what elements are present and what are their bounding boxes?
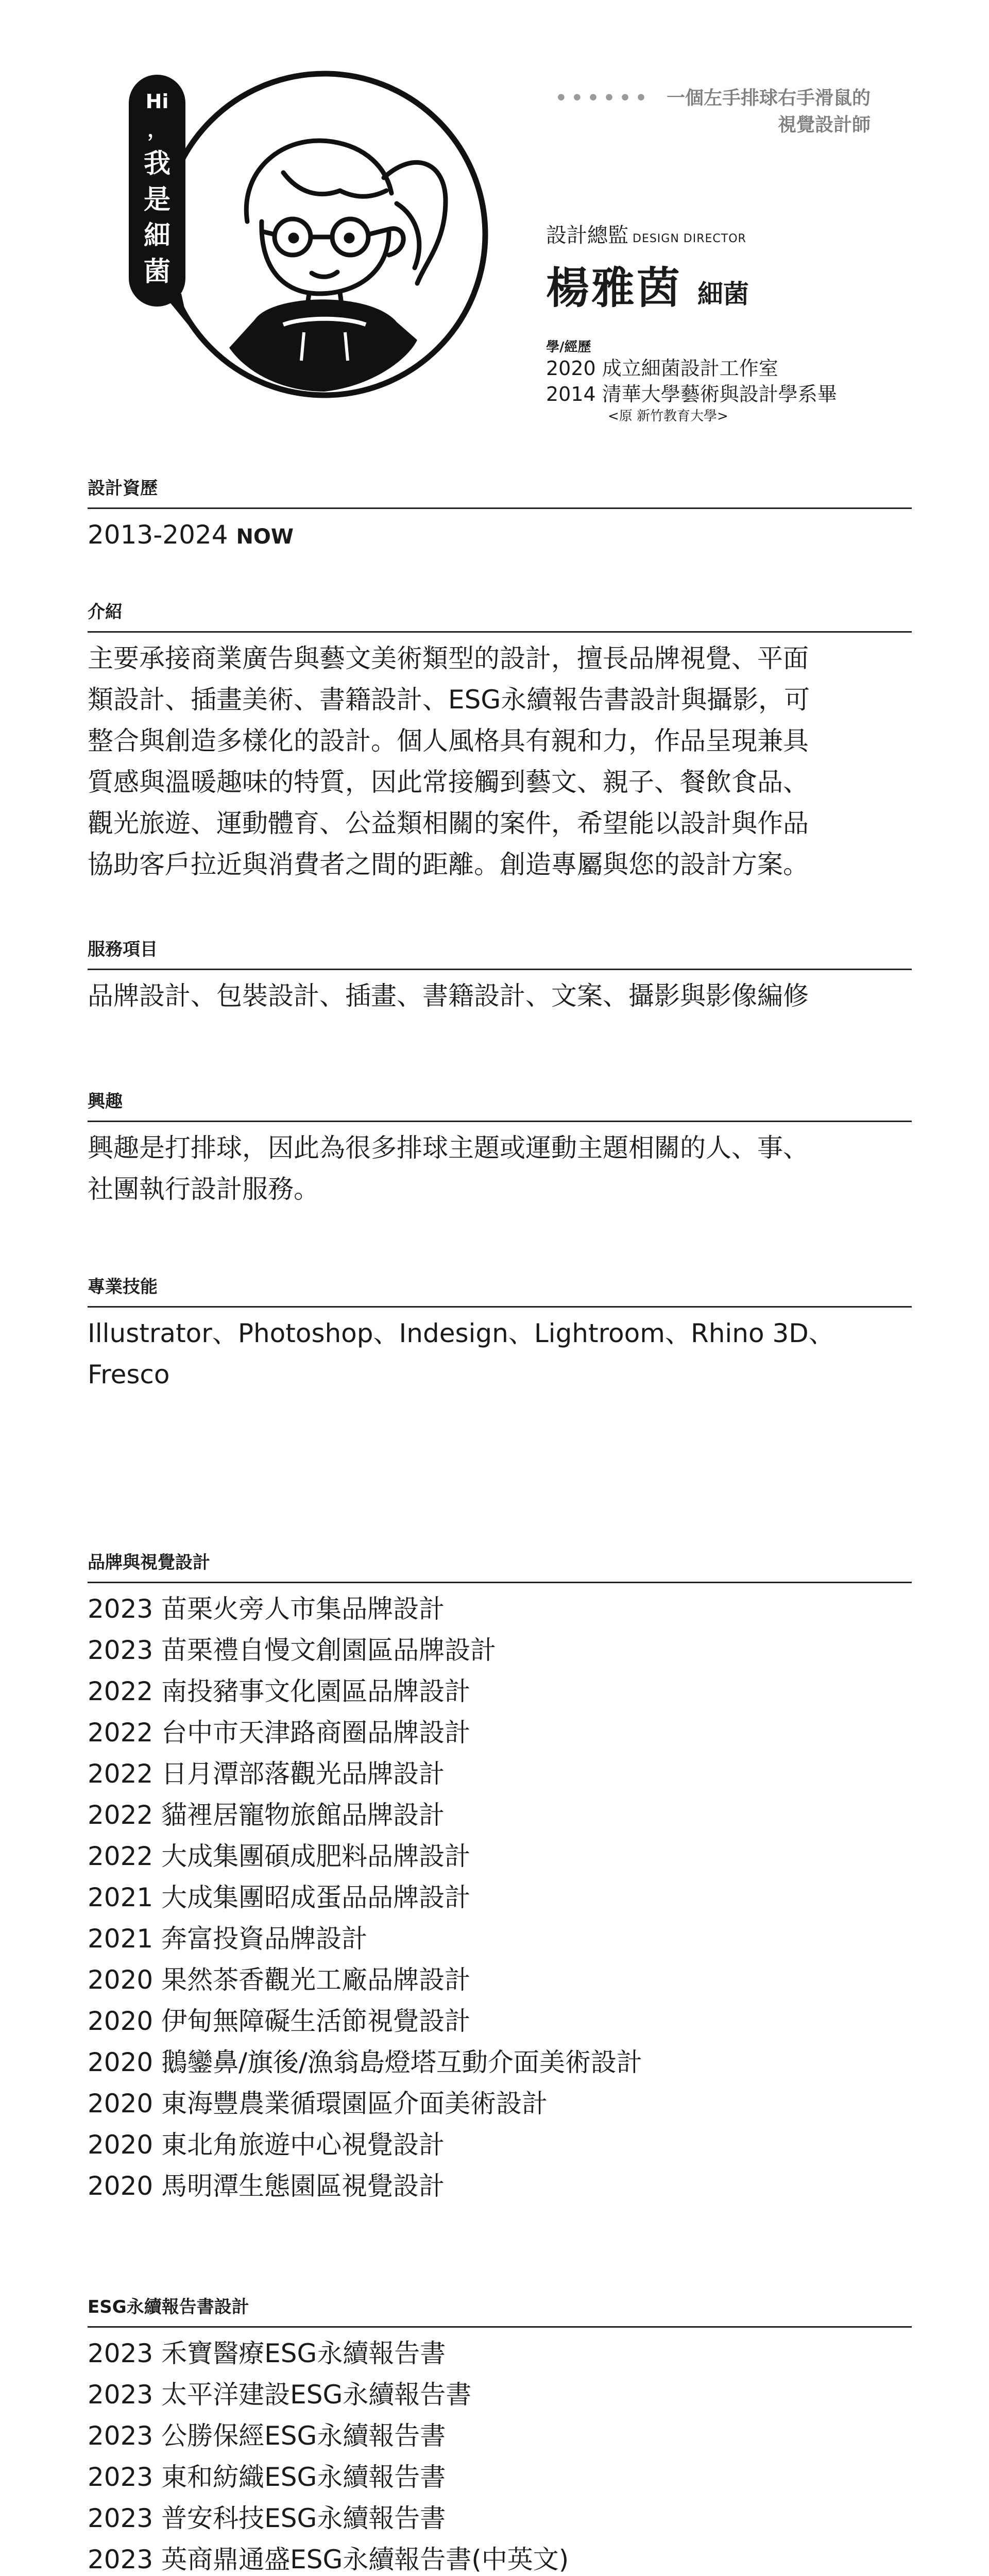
section-title: 服務項目 bbox=[88, 939, 158, 960]
brand-project-item: 2022 台中市天津路商圈品牌設計 bbox=[88, 1718, 471, 1748]
intro-line: 類設計、插畫美術、書籍設計、ESG永續報告書設計與攝影，可 bbox=[88, 685, 810, 715]
brand-project-item: 2020 馬明潭生態園區視覺設計 bbox=[88, 2171, 445, 2201]
section-title: 興趣 bbox=[88, 1091, 123, 1112]
brand-project-item: 2023 苗栗禮自慢文創園區品牌設計 bbox=[88, 1635, 497, 1665]
section-skills bbox=[88, 1273, 912, 1395]
role-zh: 設計總監 bbox=[546, 224, 628, 247]
skills-line: Fresco bbox=[88, 1360, 170, 1389]
services-text: 品牌設計、包裝設計、插畫、書籍設計、文案、攝影與影像編修 bbox=[88, 981, 809, 1011]
brand-project-item: 2020 東北角旅遊中心視覺設計 bbox=[88, 2130, 445, 2160]
brand-project-item: 2023 苗栗火旁人市集品牌設計 bbox=[88, 1594, 445, 1624]
esg-project-item: 2023 東和紡織ESG永續報告書 bbox=[88, 2462, 446, 2492]
section-title: 設計資歷 bbox=[88, 478, 158, 499]
designer-nickname: 細菌 bbox=[697, 279, 749, 309]
now-label: NOW bbox=[236, 525, 294, 549]
education-item: 2014 清華大學藝術與設計學系畢 bbox=[546, 383, 837, 405]
bubble-char: ， bbox=[147, 118, 167, 141]
name-line bbox=[546, 253, 837, 316]
bubble-char: 細 bbox=[143, 221, 171, 251]
section-qualification bbox=[88, 474, 912, 557]
intro-line: 協助客戶拉近與消費者之間的距離。創造專屬與您的設計方案。 bbox=[88, 850, 809, 879]
brand-project-item: 2020 東海豐農業循環園區介面美術設計 bbox=[88, 2089, 548, 2119]
intro-line: 主要承接商業廣告與藝文美術類型的設計，擅長品牌視覺、平面 bbox=[88, 643, 809, 673]
education-label: 學/經歷 bbox=[546, 340, 591, 355]
section-interests bbox=[88, 1087, 912, 1210]
role bbox=[546, 219, 837, 248]
bubble-char: Hi bbox=[145, 90, 169, 113]
tagline-line-1: 一個左手排球右手滑鼠的 bbox=[666, 88, 871, 109]
qualification-years bbox=[88, 509, 912, 557]
section-title: 專業技能 bbox=[88, 1277, 158, 1297]
section-esg-design bbox=[88, 2293, 912, 2576]
education-item: 2020 成立細菌設計工作室 bbox=[546, 357, 778, 380]
brand-project-item: 2022 日月潭部落觀光品牌設計 bbox=[88, 1759, 445, 1789]
bubble-char: 我 bbox=[143, 148, 171, 179]
profile-header bbox=[0, 0, 989, 464]
esg-project-item: 2023 普安科技ESG永續報告書 bbox=[88, 2503, 446, 2533]
brand-project-item: 2022 貓裡居寵物旅館品牌設計 bbox=[88, 1800, 445, 1830]
intro-line: 質感與溫暖趣味的特質，因此常接觸到藝文、親子、餐飲食品、 bbox=[88, 767, 809, 797]
brand-project-item: 2021 大成集團昭成蛋品品牌設計 bbox=[88, 1883, 471, 1912]
tagline-dots: •••••• bbox=[555, 88, 651, 109]
role-en: DESIGN DIRECTOR bbox=[633, 232, 746, 245]
section-title: 介紹 bbox=[88, 602, 123, 622]
brand-project-item: 2020 鵝鑾鼻/旗後/漁翁島燈塔互動介面美術設計 bbox=[88, 2047, 642, 2077]
speech-bubble bbox=[129, 75, 188, 325]
section-title: ESG永續報告書設計 bbox=[88, 2297, 249, 2317]
skills-line: Illustrator、Photoshop、Indesign、Lightroom、Rhino 3D、 bbox=[88, 1318, 834, 1348]
intro-body bbox=[88, 633, 912, 885]
section-services bbox=[88, 935, 912, 1016]
tagline-line-2: 視覺設計師 bbox=[777, 114, 871, 135]
esg-project-item: 2023 公勝保經ESG永續報告書 bbox=[88, 2421, 446, 2451]
brand-list bbox=[88, 1583, 912, 2207]
avatar bbox=[129, 52, 500, 412]
esg-list bbox=[88, 2328, 912, 2576]
intro-line: 觀光旅遊、運動體育、公益類相關的案件，希望能以設計與作品 bbox=[88, 808, 809, 838]
esg-project-item: 2023 禾寶醫療ESG永續報告書 bbox=[88, 2338, 446, 2368]
girl-illustration bbox=[246, 141, 446, 312]
brand-project-item: 2020 果然茶香觀光工廠品牌設計 bbox=[88, 1965, 471, 1995]
bubble-char: 菌 bbox=[143, 257, 171, 287]
education-note: <原 新竹教育大學> bbox=[608, 409, 728, 424]
years-range: 2013-2024 bbox=[88, 520, 228, 550]
interests-line: 社團執行設計服務。 bbox=[88, 1174, 319, 1204]
esg-project-item: 2023 太平洋建設ESG永續報告書 bbox=[88, 2380, 472, 2410]
interests-line: 興趣是打排球，因此為很多排球主題或運動主題相關的人、事、 bbox=[88, 1133, 809, 1163]
section-intro bbox=[88, 598, 912, 885]
esg-project-item: 2023 英商鼎通盛ESG永續報告書(中英文) bbox=[88, 2545, 569, 2574]
tagline bbox=[555, 85, 871, 139]
identity-block bbox=[546, 219, 837, 426]
designer-name: 楊雅茵 bbox=[546, 263, 683, 313]
skills-body bbox=[88, 1308, 912, 1395]
interests-body bbox=[88, 1122, 912, 1210]
bubble-char: 是 bbox=[143, 184, 171, 215]
brand-project-item: 2021 奔富投資品牌設計 bbox=[88, 1924, 368, 1954]
section-title: 品牌與視覺設計 bbox=[88, 1552, 210, 1573]
brand-project-item: 2022 大成集團碩成肥料品牌設計 bbox=[88, 1841, 471, 1871]
brand-project-item: 2020 伊甸無障礙生活節視覺設計 bbox=[88, 2006, 471, 2036]
intro-line: 整合與創造多樣化的設計。個人風格具有親和力，作品呈現兼具 bbox=[88, 726, 809, 756]
section-brand-design bbox=[88, 1548, 912, 2207]
brand-project-item: 2022 南投豬事文化園區品牌設計 bbox=[88, 1676, 471, 1706]
